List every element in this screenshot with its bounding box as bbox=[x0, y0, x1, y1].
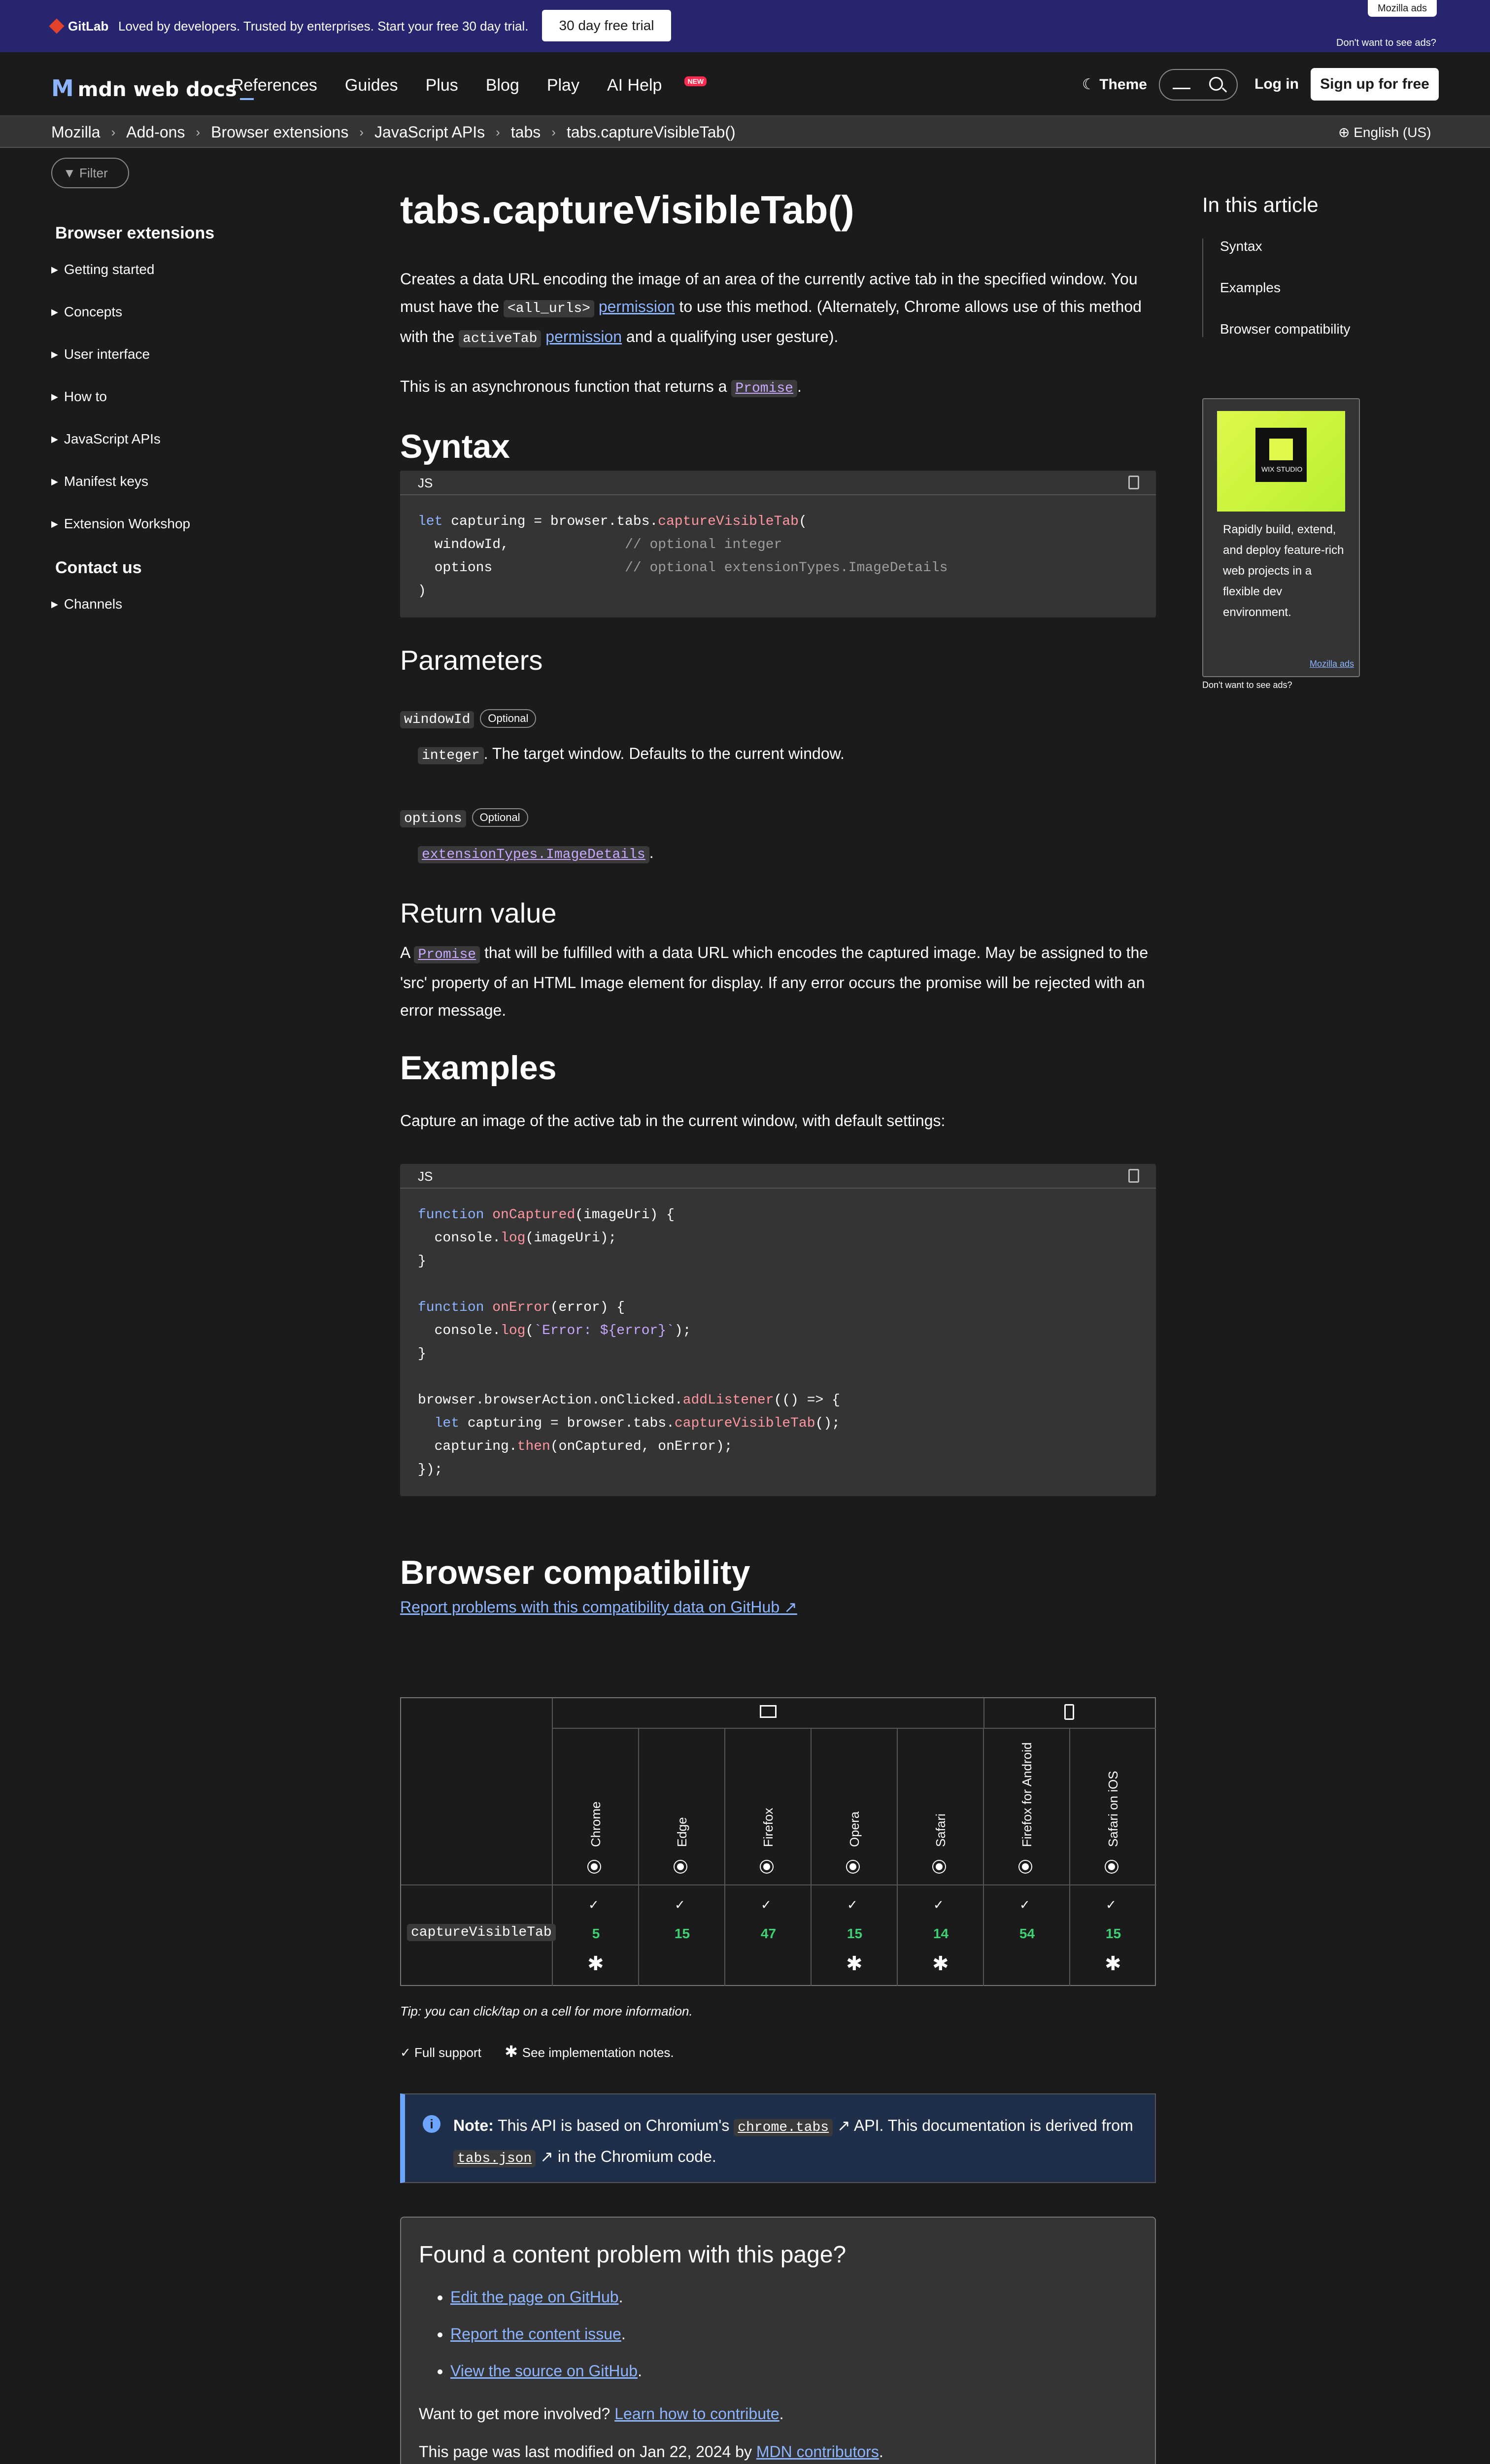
toc-examples[interactable]: Examples bbox=[1220, 280, 1281, 295]
crumb-current[interactable]: tabs.captureVisibleTab() bbox=[566, 123, 736, 141]
example-code: function onCaptured(imageUri) { console.log(imageUri); } function onError(error) { console.log(`Error: ${error}`); } browser.browserAction.onClicked.addListener(() => { let capturing = browser.tabs.captureVisibleTab(); capturing.then(onCaptured, onError); }); bbox=[418, 1207, 840, 1477]
example-code-block bbox=[400, 1164, 1156, 1496]
nav-references[interactable]: References bbox=[232, 76, 317, 95]
nav-blog[interactable]: Blog bbox=[485, 76, 519, 95]
breadcrumb-bar bbox=[0, 116, 1490, 148]
param-name: windowId bbox=[400, 711, 474, 728]
permission-link-2[interactable]: permission bbox=[545, 328, 622, 345]
full-support-icon: ✓ bbox=[588, 1897, 599, 1912]
banner-tagline: Loved by developers. Trusted by enterprises. Start your free 30 day trial. bbox=[118, 19, 529, 34]
optional-badge: Optional bbox=[472, 808, 528, 827]
compat-tip: Tip: you can click/tap on a cell for more information. bbox=[400, 2004, 693, 2019]
top-navigation bbox=[0, 52, 1490, 116]
promise-link[interactable]: Promise bbox=[731, 380, 797, 397]
browser-logo-icon bbox=[588, 1861, 600, 1873]
crumb-tabs[interactable]: tabs bbox=[510, 123, 541, 141]
param-type-link[interactable]: extensionTypes.ImageDetails bbox=[418, 846, 649, 863]
intro-paragraph: Creates a data URL encoding the image of an area of the currently active tab in the specified window. You must have the <all_urls> permission to use this method. (Alternately, Chrome allows use of this method with the activeTab permission and a qualifying user gesture). bbox=[400, 270, 1142, 346]
desktop-group bbox=[553, 1698, 984, 1729]
logo-cursor bbox=[240, 98, 254, 100]
mozilla-ads-link[interactable]: Mozilla ads bbox=[1309, 659, 1354, 669]
compat-cell[interactable] bbox=[553, 1885, 639, 1986]
new-badge: NEW bbox=[684, 76, 707, 86]
full-support-icon: ✓ bbox=[1019, 1897, 1030, 1912]
info-icon: i bbox=[423, 2115, 440, 2133]
sidebar-heading[interactable]: Browser extensions bbox=[55, 224, 215, 242]
promo-banner bbox=[0, 0, 1490, 52]
browser-name: Safari on iOS bbox=[1106, 1771, 1120, 1847]
search-icon bbox=[1209, 77, 1223, 91]
chevron-right-icon: › bbox=[496, 125, 500, 139]
toc-links bbox=[1202, 239, 1351, 337]
examples-heading: Examples bbox=[400, 1049, 557, 1087]
browser-header bbox=[1070, 1729, 1156, 1885]
tabs-json-link[interactable]: tabs.json bbox=[453, 2150, 536, 2167]
notes-icon: ✱ bbox=[505, 2043, 522, 2060]
involved-paragraph: Want to get more involved? Learn how to contribute. bbox=[419, 2405, 784, 2423]
browser-header bbox=[553, 1729, 639, 1885]
article bbox=[400, 187, 1156, 1616]
toc-compat[interactable]: Browser compatibility bbox=[1220, 321, 1351, 337]
signup-button[interactable]: Sign up for free bbox=[1311, 68, 1439, 101]
browser-header bbox=[639, 1729, 725, 1885]
breadcrumb bbox=[51, 123, 736, 141]
sidebar-contact-heading[interactable]: Contact us bbox=[55, 558, 142, 577]
full-support-icon: ✓ bbox=[847, 1897, 858, 1912]
note-text: Note: This API is based on Chromium's chrome.tabs ↗ API. This documentation is derived from tabs.json ↗ in the Chromium code. bbox=[453, 2117, 1133, 2166]
browser-header bbox=[984, 1729, 1070, 1885]
all-urls-code: <all_urls> bbox=[504, 300, 594, 317]
copy-icon[interactable] bbox=[1128, 1169, 1139, 1183]
list-item: • View the source on GitHub. bbox=[450, 2362, 1137, 2380]
feature-header-cell bbox=[401, 1698, 553, 1885]
nav-ai-help[interactable]: AI Help $^{NEW}$ bbox=[607, 76, 684, 95]
sidebar-item-getting-started[interactable]: ▶ Getting started bbox=[51, 262, 347, 277]
compat-legend: ✓ Full support ✱ See implementation notes. bbox=[400, 2043, 674, 2060]
param-name: options bbox=[400, 810, 466, 827]
sidebar-item-how-to[interactable]: ▶ How to bbox=[51, 389, 347, 405]
version-added: 15 bbox=[674, 1926, 690, 1941]
ad-image bbox=[1217, 411, 1345, 512]
browser-name: Edge bbox=[675, 1817, 689, 1847]
return-paragraph: A Promise that will be fulfilled with a data URL which encodes the captured image. May be assigned to the 'src' property of an HTML Image element for display. If any error occurs the promise will be rejected with an error message. bbox=[400, 944, 1149, 1019]
external-link-icon: ↗ bbox=[779, 1598, 797, 1616]
notes-icon: ✱ bbox=[1105, 1953, 1121, 1975]
sidebar-item-channels[interactable]: ▶ Channels bbox=[51, 596, 347, 612]
syntax-code-block bbox=[400, 471, 1156, 617]
full-support-icon: ✓ bbox=[1106, 1897, 1117, 1912]
mozilla-ads-label[interactable]: Mozilla ads bbox=[1368, 0, 1437, 17]
chevron-right-icon: › bbox=[551, 125, 556, 139]
toc-syntax[interactable]: Syntax bbox=[1220, 239, 1262, 254]
feature-name: captureVisibleTab bbox=[407, 1924, 556, 1941]
compat-heading: Browser compatibility bbox=[400, 1554, 750, 1591]
mobile-icon bbox=[1064, 1704, 1074, 1720]
version-added: 5 bbox=[592, 1926, 600, 1941]
sidebar-item-manifest-keys[interactable]: ▶ Manifest keys bbox=[51, 474, 347, 489]
page-title: tabs.captureVisibleTab() bbox=[400, 188, 854, 232]
desktop-icon bbox=[760, 1705, 777, 1718]
async-paragraph: This is an asynchronous function that returns a Promise . bbox=[400, 377, 802, 396]
wix-logo: WIX STUDIO bbox=[1255, 428, 1307, 482]
compat-cell[interactable] bbox=[1070, 1885, 1156, 1986]
crumb-mozilla[interactable]: Mozilla bbox=[51, 123, 101, 141]
crumb-browser-extensions[interactable]: Browser extensions bbox=[211, 123, 349, 141]
browser-logo-icon bbox=[761, 1861, 773, 1873]
notes-icon: ✱ bbox=[587, 1953, 604, 1975]
compat-cell[interactable] bbox=[639, 1885, 725, 1986]
contributors-link[interactable]: MDN contributors bbox=[756, 2443, 879, 2461]
nav-play[interactable]: Play bbox=[546, 76, 579, 95]
chevron-right-icon: › bbox=[359, 125, 364, 139]
report-issue-link[interactable]: Report the content issue bbox=[450, 2325, 621, 2343]
chevron-right-icon: › bbox=[196, 125, 201, 139]
browser-logo-icon bbox=[933, 1861, 945, 1873]
feature-row-header bbox=[401, 1885, 553, 1986]
gitlab-fox-icon bbox=[49, 18, 64, 34]
optional-badge: Optional bbox=[480, 709, 536, 728]
mobile-group bbox=[984, 1698, 1156, 1729]
crumb-javascript-apis[interactable]: JavaScript APIs bbox=[374, 123, 485, 141]
parameters-heading: Parameters bbox=[400, 645, 543, 676]
version-added: 15 bbox=[847, 1926, 863, 1941]
login-link[interactable]: Log in bbox=[1254, 76, 1299, 92]
sidebar-filter-input[interactable]: ▼ Filter bbox=[51, 158, 129, 188]
syntax-heading: Syntax bbox=[400, 428, 510, 465]
copy-icon[interactable] bbox=[1128, 476, 1139, 489]
table-of-contents bbox=[1202, 193, 1351, 363]
list-item: • Edit the page on GitHub. bbox=[450, 2288, 1137, 2306]
code-language-label: JS bbox=[400, 471, 1156, 495]
free-trial-button[interactable]: 30 day free trial bbox=[542, 10, 671, 41]
crumb-addons[interactable]: Add-ons bbox=[126, 123, 185, 141]
dont-want-ads-link[interactable]: Don't want to see ads? bbox=[1336, 37, 1436, 48]
browser-logo-icon bbox=[847, 1861, 859, 1873]
browser-logo-icon bbox=[1106, 1861, 1118, 1873]
notes-icon: ✱ bbox=[932, 1953, 949, 1975]
report-compat-link[interactable]: Report problems with this compatibility data on GitHub ↗ bbox=[400, 1598, 797, 1616]
theme-switcher[interactable]: ☾ Theme bbox=[1082, 76, 1147, 93]
ad-text: Rapidly build, extend, and deploy feature-rich web projects in a flexible dev environment. bbox=[1223, 523, 1344, 619]
param-type[interactable]: integer bbox=[418, 747, 484, 764]
examples-paragraph: Capture an image of the active tab in the current window, with default settings: bbox=[400, 1112, 946, 1129]
gitlab-logo[interactable]: GitLab bbox=[51, 19, 108, 34]
full-support-icon: ✓ bbox=[933, 1897, 944, 1912]
activetab-code: activeTab bbox=[459, 330, 541, 347]
compat-cell[interactable] bbox=[898, 1885, 984, 1986]
version-added: 15 bbox=[1105, 1926, 1121, 1941]
modified-paragraph: This page was last modified on Jan 22, 2024 by MDN contributors. bbox=[419, 2443, 883, 2461]
browser-header bbox=[898, 1729, 984, 1885]
main-menu bbox=[232, 76, 704, 95]
compat-table bbox=[400, 1697, 1156, 1986]
filter-icon: ▼ bbox=[63, 166, 79, 180]
compat-cell[interactable] bbox=[725, 1885, 812, 1986]
edit-on-github-link[interactable]: Edit the page on GitHub bbox=[450, 2288, 619, 2306]
note-callout bbox=[400, 2093, 1156, 2183]
sidebar-item-javascript-apis[interactable]: ▶ JavaScript APIs bbox=[51, 431, 347, 447]
contribute-link[interactable]: Learn how to contribute bbox=[614, 2405, 779, 2423]
nav-plus[interactable]: Plus bbox=[425, 76, 458, 95]
browser-name: Opera bbox=[847, 1811, 862, 1847]
search-input[interactable] bbox=[1159, 69, 1238, 101]
language-switcher[interactable]: ⊕ English (US) bbox=[1338, 125, 1431, 140]
browser-name: Firefox bbox=[761, 1808, 776, 1847]
param-options: options Optional extensionTypes.ImageDetails . bbox=[400, 808, 1156, 862]
sidebar-item-extension-workshop[interactable]: ▶ Extension Workshop bbox=[51, 516, 347, 532]
version-added: 14 bbox=[933, 1926, 949, 1941]
version-added: 54 bbox=[1019, 1926, 1035, 1941]
mdn-m-icon: M bbox=[51, 75, 74, 102]
promise-link-2[interactable]: Promise bbox=[414, 946, 480, 963]
feedback-box bbox=[400, 2217, 1156, 2464]
moon-icon: ☾ bbox=[1082, 76, 1100, 93]
sidebar-item-concepts[interactable]: ▶ Concepts bbox=[51, 304, 347, 320]
browser-header bbox=[725, 1729, 812, 1885]
browser-name: Safari bbox=[933, 1814, 948, 1847]
return-heading: Return value bbox=[400, 897, 557, 928]
browser-name: Firefox for Android bbox=[1019, 1742, 1034, 1847]
compat-cell[interactable] bbox=[984, 1885, 1070, 1986]
globe-icon: ⊕ bbox=[1338, 125, 1354, 140]
browser-logo-icon bbox=[1019, 1861, 1031, 1873]
search-cursor bbox=[1173, 88, 1190, 89]
sidebar bbox=[51, 224, 347, 639]
side-ad[interactable] bbox=[1202, 398, 1360, 677]
notes-icon: ✱ bbox=[846, 1953, 863, 1975]
chevron-right-icon: › bbox=[111, 125, 116, 139]
browser-header bbox=[812, 1729, 898, 1885]
external-link-icon: ↗ bbox=[833, 2117, 850, 2134]
nav-guides[interactable]: Guides bbox=[344, 76, 398, 95]
chrome-tabs-link[interactable]: chrome.tabs bbox=[734, 2119, 833, 2136]
param-windowid: windowId Optional integer . The target window. Defaults to the current window. bbox=[400, 709, 1156, 763]
external-link-icon: ↗ bbox=[536, 2148, 553, 2165]
sidebar-item-user-interface[interactable]: ▶ User interface bbox=[51, 346, 347, 362]
full-support-icon: ✓ bbox=[400, 2045, 415, 2060]
feedback-heading: Found a content problem with this page? bbox=[419, 2242, 847, 2268]
feedback-links bbox=[419, 2288, 1137, 2380]
browser-logo-icon bbox=[675, 1861, 686, 1873]
view-source-link[interactable]: View the source on GitHub bbox=[450, 2362, 638, 2380]
dont-want-ads-link[interactable]: Don't want to see ads? bbox=[1202, 680, 1292, 690]
version-added: 47 bbox=[760, 1926, 777, 1941]
code-language-label: JS bbox=[400, 1164, 1156, 1189]
mdn-logo[interactable]: M mdn web docs bbox=[51, 75, 254, 102]
list-item: • Report the content issue. bbox=[450, 2325, 1137, 2343]
toc-heading: In this article bbox=[1202, 193, 1319, 216]
compat-cell[interactable] bbox=[812, 1885, 898, 1986]
full-support-icon: ✓ bbox=[761, 1897, 772, 1912]
full-support-icon: ✓ bbox=[675, 1897, 685, 1912]
syntax-code: let capturing = browser.tabs.captureVisibleTab( windowId, // optional integer options // optional extensionTypes.ImageDetails ) bbox=[418, 514, 948, 599]
browser-name: Chrome bbox=[588, 1801, 603, 1847]
permission-link[interactable]: permission bbox=[598, 298, 675, 315]
